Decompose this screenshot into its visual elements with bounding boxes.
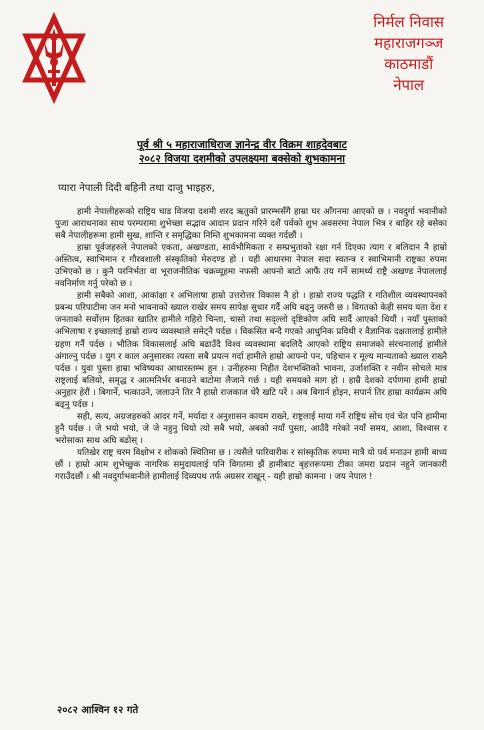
body-paragraph: हामी नेपालीहरूको राष्ट्रिय चाड विजया दशमी शरद ऋतुको प्रारम्भसँगै हाम्रा घर आँगनमा आएको छ । नवदुर्गा भवानीको पुजा आराधनाका साथ परम्परामा शुभेच्छा सद्भाव आदान प्रदान गरिने दशैं पर्वको शुभ अवसरमा नेपाल भित्र र बाहिर रहे बसेका सबै नेपालीहरूमा हामी सुख, शान्ति र समृद्धिका निम्ति शुभकामना व्यक्त गर्दछौं । xyxy=(55,207,447,242)
body-paragraph: यतिखेर राष्ट्र चरम विक्षोभ र शोकको स्थितिमा छ । त्यसैले पारिवारीक र सांस्कृतिक रुपमा मात्रै यो पर्व मनाउन हामी बाध्य छौं । हाम्रो आम शुभेच्छुक नागरिक समुदायलाई पनि विगतमा झैं हामीबाट बृहत्तरूपमा टीका जमरा प्रदान नहुने जानकारी गराउँदछौं । श्री नवदुर्गाभवानीले हामीलाई दिव्यपथ तर्फ अग्रसर राखून् - यही हाम्रो कामना । जय नेपाल ! xyxy=(55,447,447,483)
star-trident-emblem-icon xyxy=(18,10,90,108)
address-line: निर्मल निवास xyxy=(373,13,444,31)
address-line: नेपाल xyxy=(393,76,425,94)
salutation: प्यारा नेपाली दिदी बहिनी तथा दाजु भाइहरु, xyxy=(58,183,215,194)
letter-heading xyxy=(0,138,484,166)
address-line: महाराजगञ्ज xyxy=(374,34,444,52)
heading-line-1: पूर्व श्री ५ महाराजाधिराज ज्ञानेन्द्र वीर विक्रम शाहदेवबाट xyxy=(137,139,347,151)
body-paragraph: हाम्रा पूर्वजहरुले नेपालको एकता, अखण्डता, सार्वभौमिकता र सम्प्रभुताको रक्षा गर्न दिएका त्याग र बलिदान नै हाम्रो अस्तित्व, स्वाभिमान र गौरवशाली संस्कृतिको मेरुदण्ड हो । यही आधारमा नेपाल सदा स्वतन्त्र र स्वाभिमानी राष्ट्रका रुपमा उभिएको छ । कुनै परनिर्भता वा भूराजनीतिक चक्रव्यूहमा नफसी आफ्नो बाटो आफैं तय गर्ने सामर्थ्य राष्ट्रै अखण्ड नेपाललाई नवनिर्माण गर्नु परेको छ । xyxy=(55,243,447,290)
letterhead-address xyxy=(373,12,444,96)
body-paragraph: सही, सत्य, अग्रजहरुको आदर गर्ने, मर्यादा र अनुशासन कायम राख्ने, राष्ट्रलाई माया गर्ने राष्ट्रिय सोच एवं चेत पनि हामीमा हुनै पर्दछ । जे भयो भयो, जे जे नहुनु थियो त्यो सबै भयो, अबको नयाँ पुस्ता, आउँदै गरेको नयाँ समय, आशा, विश्वास र भरोसाका साथ अघि बढोस् । xyxy=(55,411,447,446)
body-paragraph: हामी सबैको आशा, आकांक्षा र अभिलाषा हाम्रो उत्तरोत्तर विकास नै हो । हाम्रो राज्य पद्धति र गतिशील व्यवस्थापनको प्रबन्ध परिपाटीमा जन मनो भावनाको ख्याल राखेर समय सापेक्ष सुधार गर्दै अघि बढ्नु जरुरी छ । विगतको केही समय यता देश र जनताको सर्वोत्तम हितका खातिर हामीले गहिरो चिन्ता, चासो तथा सद्ल्लो दृष्टिकोण अघि सार्दै आएको थियौं । नयाँ पुस्ताको अभिलाषा र इच्छालाई हाम्रो राज्य व्यवस्थाले समेट्नै पर्दछ । विकसित बन्दै गएको आधुनिक प्रविधी र वैज्ञानिक दक्षतालाई हामीले ग्रहण गर्नै पर्दछ । भौतिक विकासलाई अघि बढाउँदै विश्व व्यवस्थामा बदलिदै आएको राष्ट्रिय समाजको संरचनालाई हामीले अंगाल्नु पर्दछ । युग र काल अनुसारका त्यस्ता सबै प्रयत्न गर्दा हामीले हाम्रो आफ्नो पन, पहिचान र मूल्य मान्यताको ख्याल राख्नै पर्दछ । युवा पुस्ता हाम्रा भविष्यका आधारस्तम्भ हुन । उनीहरुमा निहीत देशभक्तिको भावना, उर्जाशक्ति र नवीन सोचले मात्र राष्ट्रलाई बलियो, समृद्ध र आत्मनिर्भर बनाउने बाटोमा लैजाने गर्छ । यही समयको माग हो । हाम्रै देशको दर्पणमा हामी हाम्रो अनुहार हेरौं । बिगार्ने, भत्काउने, जलाउने तिर नै हाम्रो राजकाज धेरै खटि परें । अब बिगार्न होइन, सपार्न तिर हाम्रा कार्यक्रम अघि बढ्नु पर्दछ । xyxy=(55,291,447,410)
letter-body xyxy=(55,206,447,483)
letter-date: २०८२ आश्विन १२ गते xyxy=(57,705,139,716)
address-line: काठमाडौं xyxy=(384,55,434,73)
heading-line-2: २०८२ विजया दशमीको उपलक्ष्यमा बक्सेको शुभकामना xyxy=(138,153,346,165)
